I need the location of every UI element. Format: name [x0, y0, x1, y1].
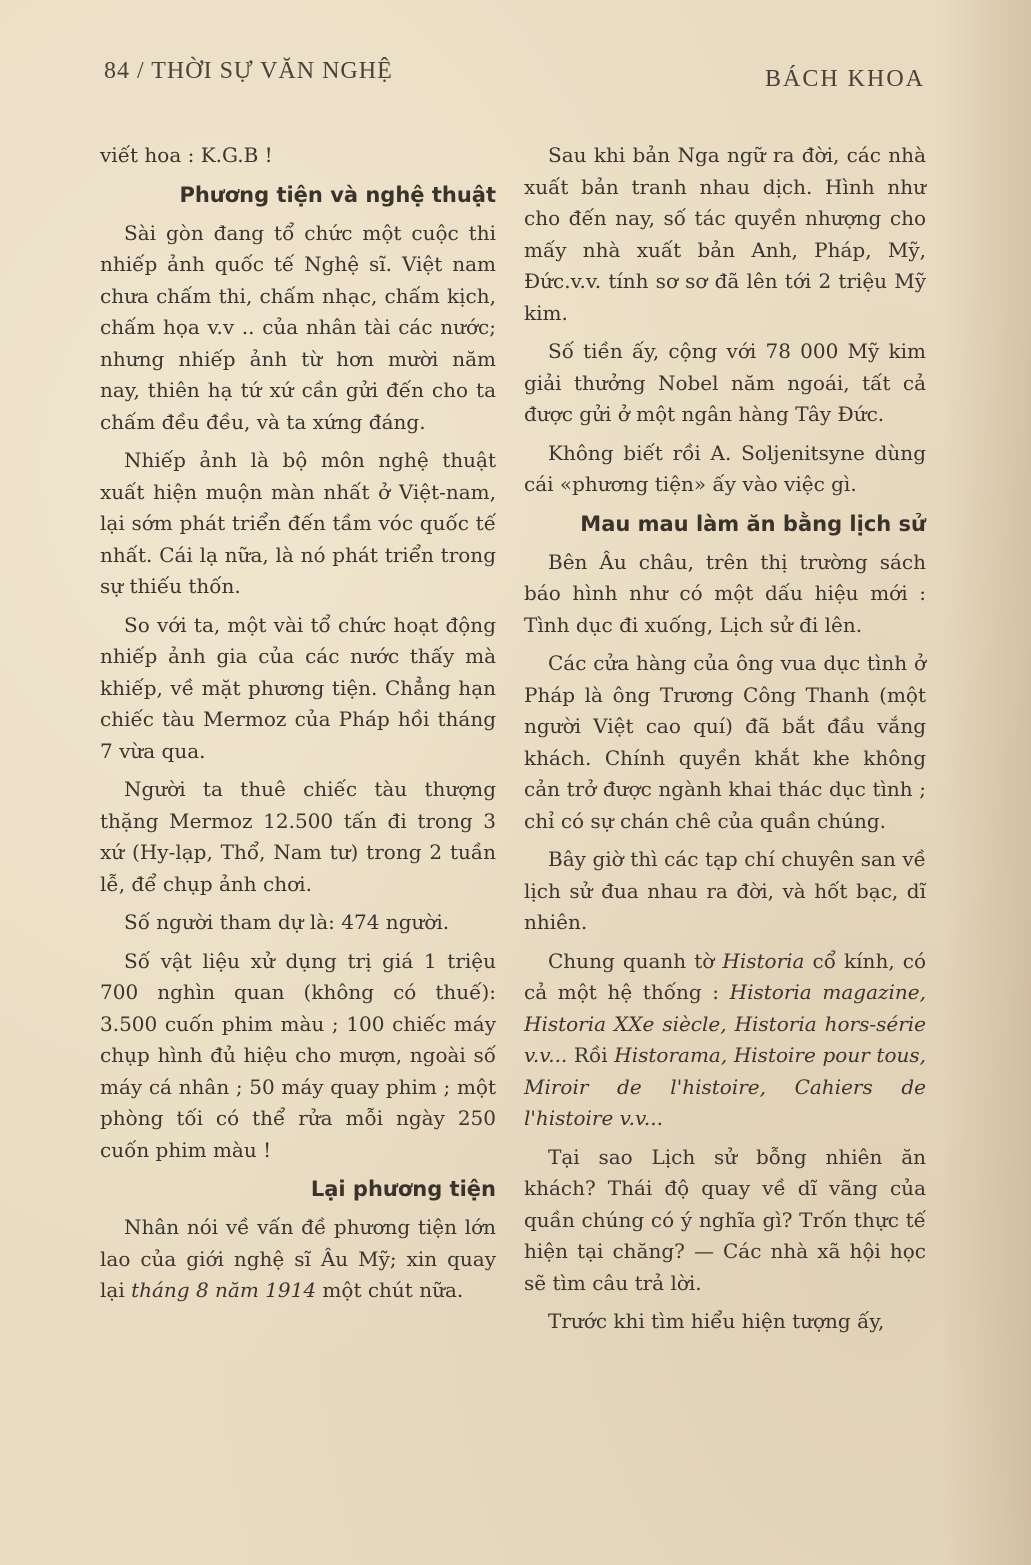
italic-title: Historia — [722, 948, 805, 973]
page-edge-shadow — [941, 0, 1031, 1565]
text-run: một chút nữa. — [316, 1278, 464, 1302]
left-paragraph-2: Nhiếp ảnh là bộ môn nghệ thuật xuất hiện muộn màn nhất ở Việt-nam, lại sớm phát triển đến tầm vóc quốc tế nhất. Cái lạ nữa, là nó phát triển trong sự thiếu thốn. — [100, 448, 496, 598]
left-column — [100, 140, 496, 1314]
heading-mau-mau-lam-an: Mau mau làm ăn bằng lịch sử — [580, 511, 926, 536]
text-run: Nhân nói về vấn đề phương tiện lớn lao của giới nghệ sĩ Âu Mỹ; xin quay lại — [100, 1215, 496, 1302]
header-left — [104, 58, 393, 85]
right-paragraph-8: Tại sao Lịch sử bỗng nhiên ăn khách? Thái độ quay về dĩ vãng của quần chúng có ý nghĩa gì? Trốn thực tế hiện tại chăng? — Các nhà xã hội học sẽ tìm câu trả lời. — [524, 1144, 926, 1295]
text-run: Chung quanh tờ — [548, 948, 723, 973]
italic-title-list: Historia magazine, Historia XXe siècle, Historia hors-série v.v... — [524, 980, 926, 1067]
left-continuation: viết hoa : K.G.B ! — [100, 143, 273, 167]
left-paragraph-6: Số vật liệu xử dụng trị giá 1 triệu 700 nghìn quan (không có thuế): 3.500 cuốn phim màu ; 100 chiếc máy chụp hình đủ hiệu cho mượn, ngoài số máy cá nhân ; 50 máy quay phim ; một phòng tối có thể rửa mỗi ngày 250 cuốn phim màu ! — [100, 948, 496, 1162]
right-paragraph-4: Bên Âu châu, trên thị trường sách báo hình như có một dấu hiệu mới : Tình dục đi xuống, Lịch sử đi lên. — [524, 549, 926, 637]
left-paragraph-1: Sài gòn đang tổ chức một cuộc thi nhiếp ảnh quốc tế Nghệ sĩ. Việt nam chưa chấm thi, chấm nhạc, chấm kịch, chấm họa v.v .. của nhân tài các nước; nhưng nhiếp ảnh từ hơn mười năm nay, thiên hạ tứ xứ cần gửi đến cho ta chấm đều đều, và ta xứng đáng. — [100, 220, 496, 434]
right-paragraph-2: Số tiền ấy, cộng với 78 000 Mỹ kim giải thưởng Nobel năm ngoái, tất cả được gửi ở một ngân hàng Tây Đức. — [524, 339, 926, 426]
header-separator: / — [137, 58, 145, 84]
heading-phuong-tien-va-nghe-thuat: Phương tiện và nghệ thuật — [179, 182, 496, 207]
right-paragraph-1: Sau khi bản Nga ngữ ra đời, các nhà xuất bản tranh nhau dịch. Hình như cho đến nay, số tác quyền nhượng cho mấy nhà xuất bản Anh, Pháp, Mỹ, Đức.v.v. tính sơ sơ đã lên tới 2 triệu Mỹ kim. — [524, 143, 926, 325]
left-paragraph-7 — [100, 1212, 496, 1307]
section-title: THỜI SỰ VĂN NGHỆ — [151, 58, 393, 84]
running-header — [104, 58, 925, 98]
right-paragraph-6: Bây giờ thì các tạp chí chuyên san về lịch sử đua nhau ra đời, và hốt bạc, dĩ nhiên. — [524, 847, 926, 934]
left-paragraph-3: So với ta, một vài tổ chức hoạt động nhiếp ảnh gia của các nước thấy mà khiếp, về mặt phương tiện. Chẳng hạn chiếc tàu Mermoz của Pháp hồi tháng 7 vừa qua. — [100, 612, 496, 763]
left-paragraph-4: Người ta thuê chiếc tàu thượng thặng Mermoz 12.500 tấn đi trong 3 xứ (Hy-lạp, Thổ, Nam tư) trong 2 tuần lễ, để chụp ảnh chơi. — [100, 777, 496, 896]
italic-date: tháng 8 năm 1914 — [131, 1278, 317, 1302]
right-column — [524, 140, 926, 1345]
heading-lai-phuong-tien: Lại phương tiện — [310, 1177, 496, 1201]
page-number: 84 — [104, 58, 130, 84]
text-run: cổ kính, có cả một hệ thống : — [524, 948, 926, 1004]
right-paragraph-3: Không biết rồi A. Soljenitsyne dùng cái «phương tiện» ấy vào việc gì. — [524, 440, 926, 496]
right-paragraph-5: Các cửa hàng của ông vua dục tình ở Pháp là ông Trương Công Thanh (một người Việt cao quí) đã bắt đầu vắng khách. Chính quyền khắt khe không cản trở được ngành khai thác dục tình ; chỉ có sự chán chê của quần chúng. — [524, 651, 926, 833]
left-paragraph-5: Số người tham dự là: 474 người. — [124, 910, 450, 934]
italic-title-list-2: Historama, Histoire pour tous, Miroir de l'histoire, Cahiers de l'histoire v.v... — [524, 1043, 926, 1130]
right-paragraph-9: Trước khi tìm hiểu hiện tượng ấy, — [548, 1309, 885, 1333]
text-run: Rồi — [567, 1043, 615, 1067]
right-paragraph-7 — [524, 946, 926, 1135]
magazine-name: BÁCH KHOA — [764, 66, 925, 92]
